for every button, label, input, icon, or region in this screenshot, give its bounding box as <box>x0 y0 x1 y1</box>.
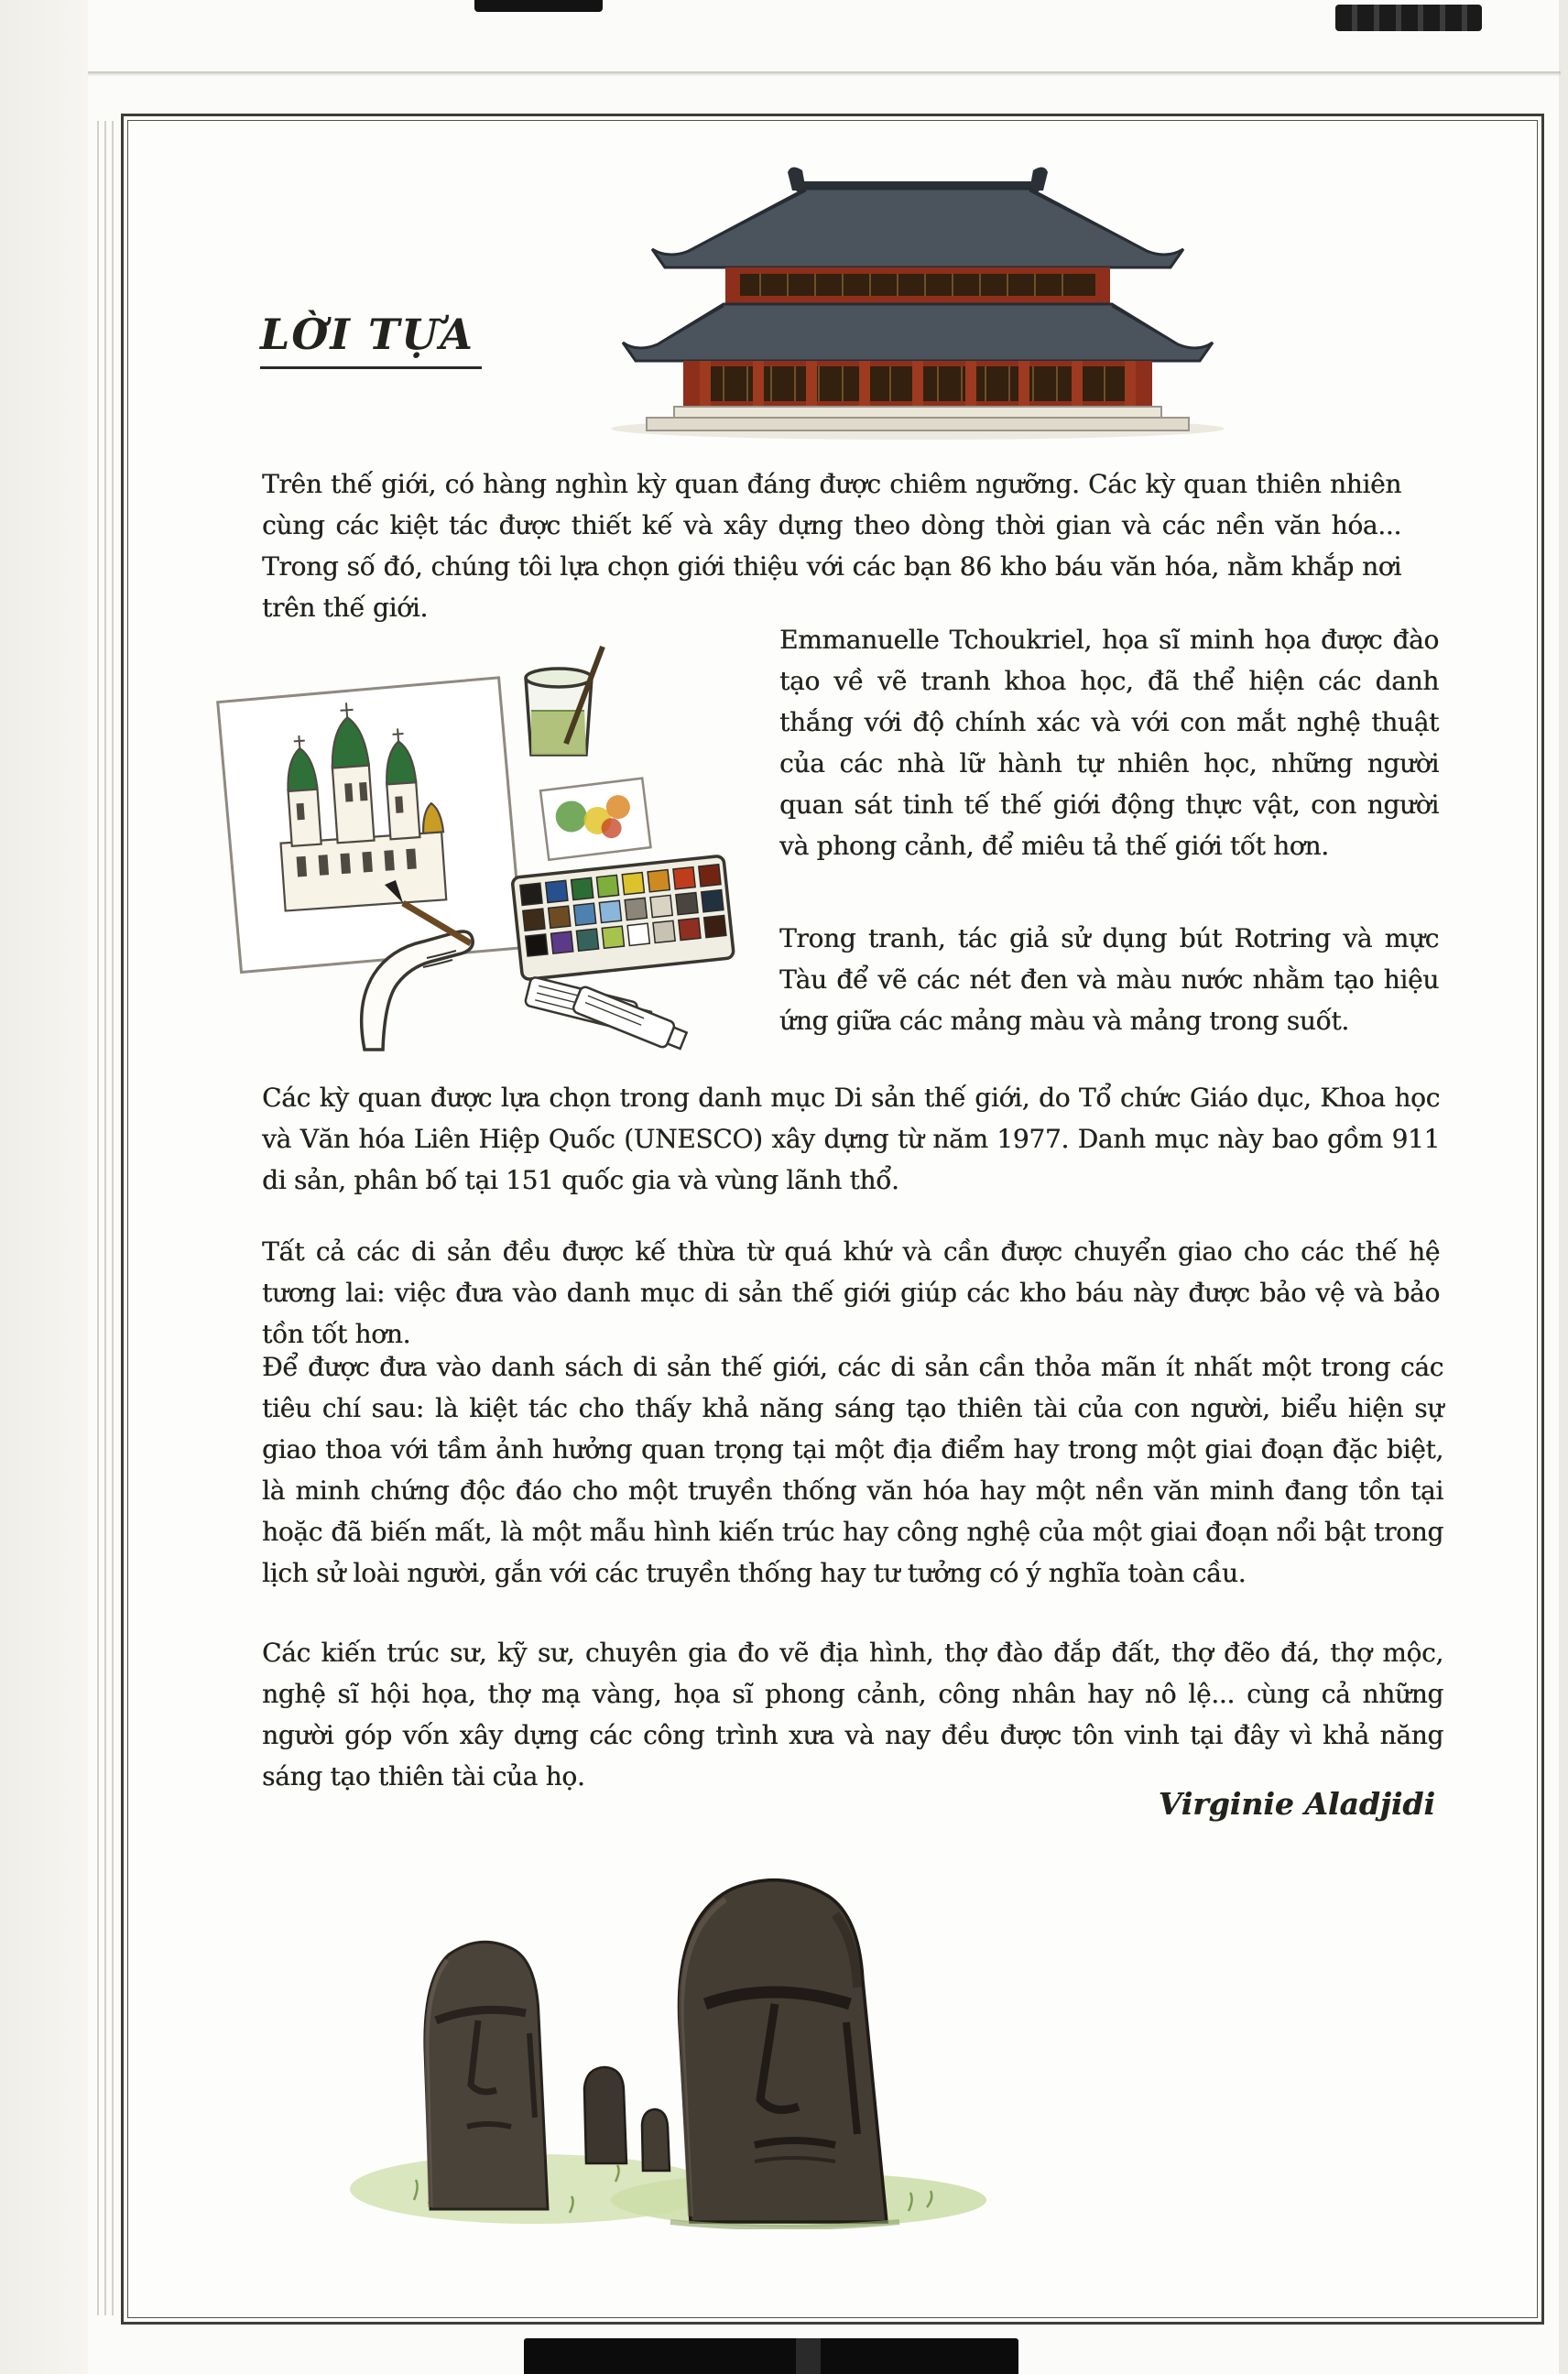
watercolor-palette <box>512 855 734 980</box>
moai-left <box>425 1942 548 2209</box>
moai-statues-illustration <box>341 1859 995 2229</box>
unesco-paragraph: Các kỳ quan được lựa chọn trong danh mục Di sản thế giới, do Tổ chức Giáo dục, Khoa học và Văn hóa Liên Hiệp Quốc (UNESCO) xây dựng từ năm 1977. Danh mục này bao gồm 911 di sản, phân bố tại 151 quốc gia và vùng lãnh thổ. <box>262 1083 1440 1195</box>
moai-small-2 <box>642 2109 670 2171</box>
builders-paragraph: Các kiến trúc sư, kỹ sư, chuyên gia đo vẽ địa hình, thợ đào đắp đất, thợ đẽo đá, thợ mộc, nghệ sĩ hội họa, thợ mạ vàng, họa sĩ phong cảnh, công nhân hay nô lệ... cùng cả những người góp vốn xây dựng các công trình xưa và nay đều được tôn vinh tại đây vì khả năng sáng tạo thiên tài của họ. <box>262 1638 1443 1791</box>
moai-statues-drawing <box>341 1859 995 2229</box>
illustrator-paragraph: Emmanuelle Tchoukriel, họa sĩ minh họa được đào tạo về vẽ tranh khoa học, đã thể hiện các danh thắng với độ chính xác và với con mắt nghệ thuật của các nhà lữ hành tự nhiên học, những người quan sát tinh tế thế giới động thực vật, con người và phong cảnh, để miêu tả thế giới tốt hơn. <box>779 625 1439 861</box>
technique-paragraph: Trong tranh, tác giả sử dụng bút Rotring và mực Tàu để vẽ các nét đen và màu nước nhằm tạo hiệu ứng giữa các mảng màu và mảng trong suốt. <box>779 923 1439 1036</box>
main-wall <box>683 361 1152 407</box>
scan-artifact-bottom-center <box>524 2338 1018 2374</box>
upper-roof <box>652 189 1183 267</box>
book-page-stack-edges <box>92 121 119 2315</box>
scan-artifact-top-right <box>1335 5 1482 31</box>
paint-tubes-sketch <box>525 976 689 1051</box>
artist-painting-illustration <box>203 641 757 1051</box>
scan-artifact-top-left <box>474 0 603 12</box>
color-test-card <box>540 779 650 860</box>
upper-wall <box>725 267 1110 304</box>
chinese-palace-drawing <box>586 134 1249 443</box>
heritage-paragraph: Tất cả các di sản đều được kế thừa từ quá khứ và cần được chuyển giao cho các thế hệ tương lai: việc đưa vào danh mục di sản thế giới giúp các kho báu này được bảo vệ và bảo tồn tốt hơn. <box>262 1236 1440 1349</box>
scan-right-margin <box>1559 0 1568 2374</box>
moai-small-1 <box>584 2067 626 2163</box>
page-title: LỜI TỰA <box>260 310 482 369</box>
stone-base <box>647 407 1189 430</box>
lower-roof <box>623 304 1213 361</box>
chinese-palace-illustration <box>586 134 1249 443</box>
page-top-edge-shadow <box>88 71 1561 76</box>
intro-paragraph: Trên thế giới, có hàng nghìn kỳ quan đáng được chiêm ngưỡng. Các kỳ quan thiên nhiên cùng các kiệt tác được thiết kế và xây dựng theo dòng thời gian và các nền văn hóa... Trong số đó, chúng tôi lựa chọn giới thiệu với các bạn 86 kho báu văn hóa, nằm khắp nơi trên thế giới. <box>262 469 1401 623</box>
author-signature: Virginie Aladjidi <box>1158 1786 1435 1822</box>
water-glass <box>526 669 592 755</box>
artist-painting-drawing <box>203 641 757 1051</box>
criteria-paragraph: Để được đưa vào danh sách di sản thế giới, các di sản cần thỏa mãn ít nhất một trong các tiêu chí sau: là kiệt tác cho thấy khả năng sáng tạo thiên tài của con người, biểu hiện sự giao thoa với tầm ảnh hưởng quan trọng tại một địa điểm hay trong một giai đoạn đặc biệt, là minh chứng độc đáo cho một truyền thống văn hóa hay một nền văn minh đang tồn tại hoặc đã biến mất, là một mẫu hình kiến trúc hay công nghệ của một giai đoạn nổi bật trong lịch sử loài người, gắn với các truyền thống hay tư tưởng có ý nghĩa toàn cầu. <box>262 1352 1443 1588</box>
scan-left-margin <box>0 0 88 2374</box>
moai-large <box>679 1880 887 2222</box>
